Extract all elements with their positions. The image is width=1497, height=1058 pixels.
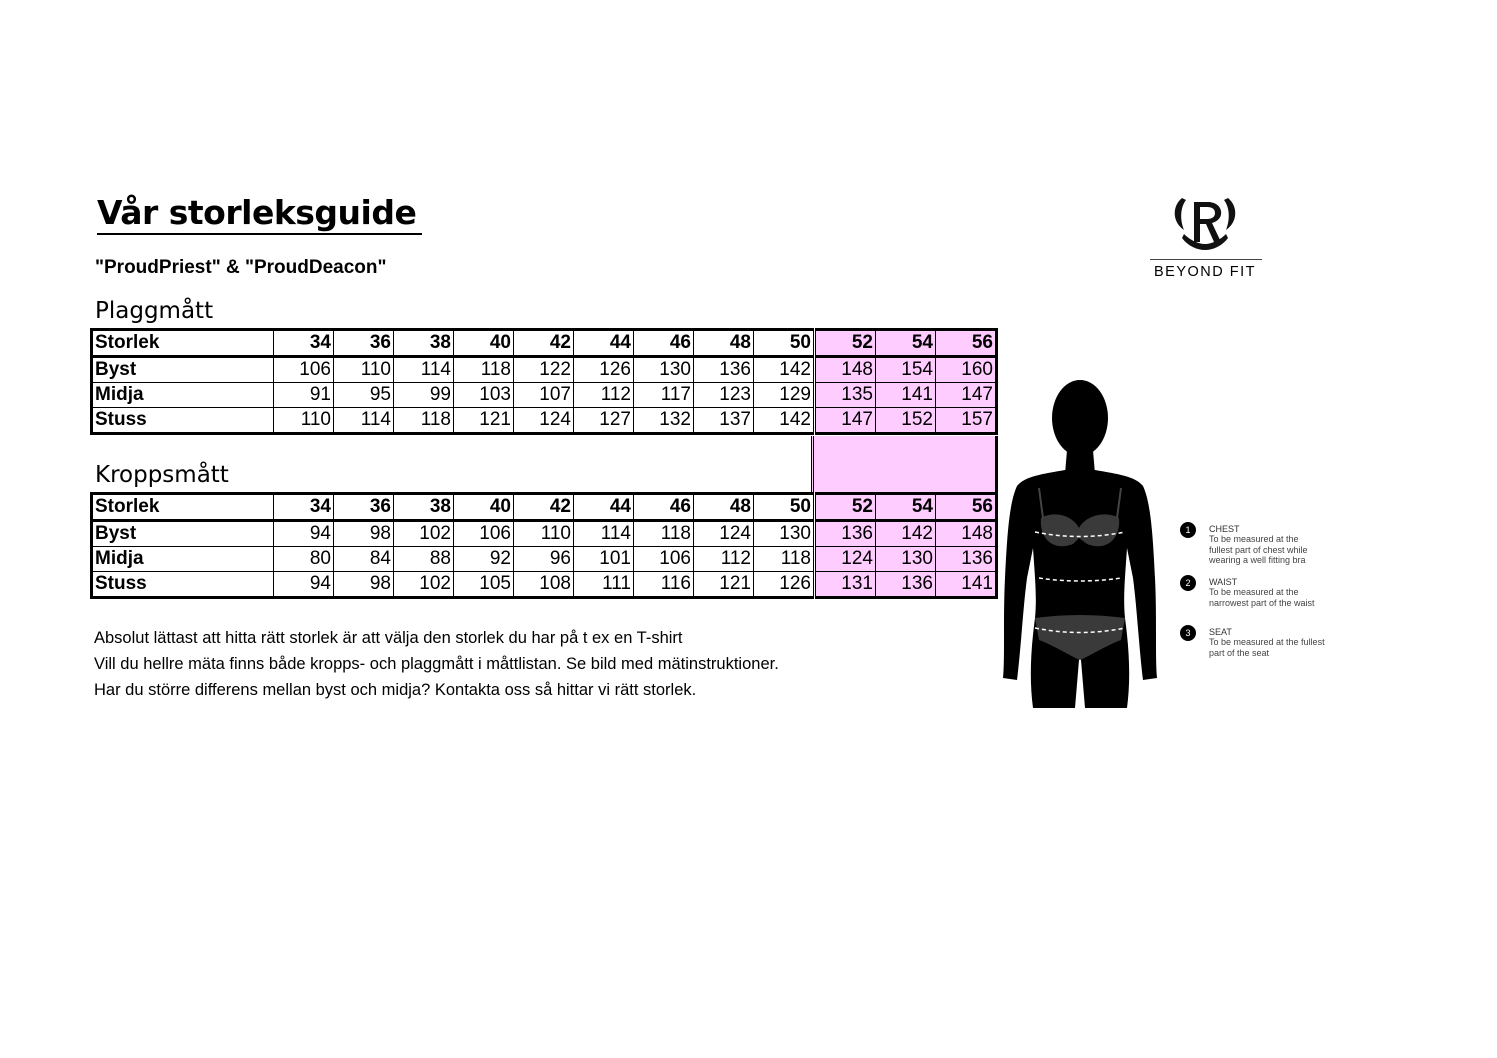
table-header-row (92, 330, 997, 357)
size-header-cell: 48 (694, 330, 754, 357)
garment-heading: Plaggmått (95, 298, 214, 324)
table-cell: 124 (514, 408, 574, 434)
table-cell: 118 (634, 521, 694, 547)
table-cell: 102 (394, 521, 454, 547)
table-cell: 114 (574, 521, 634, 547)
notes (94, 625, 779, 703)
table-cell: 99 (394, 383, 454, 408)
table-cell: 132 (634, 408, 694, 434)
table-cell: 92 (454, 547, 514, 572)
table-cell: 106 (634, 547, 694, 572)
table-cell: 121 (694, 572, 754, 598)
size-header-cell: 44 (574, 330, 634, 357)
table-cell: 116 (634, 572, 694, 598)
table-cell: 130 (634, 357, 694, 383)
table-cell: 124 (694, 521, 754, 547)
table-row (92, 521, 997, 547)
legend-title: CHEST (1209, 524, 1240, 534)
size-header-cell: 46 (634, 494, 694, 521)
garment-size-table (90, 328, 998, 435)
table-cell: 118 (754, 547, 815, 572)
table-cell: 112 (694, 547, 754, 572)
table-cell: 136 (936, 547, 997, 572)
size-header-cell: 42 (514, 494, 574, 521)
table-cell: 107 (514, 383, 574, 408)
table-cell: 96 (514, 547, 574, 572)
table-cell: 129 (754, 383, 815, 408)
size-header-cell: 52 (815, 494, 876, 521)
table-cell: 88 (394, 547, 454, 572)
table-cell: 152 (876, 408, 936, 434)
table-cell: 98 (334, 521, 394, 547)
table-cell: 84 (334, 547, 394, 572)
table-cell: 147 (936, 383, 997, 408)
size-header-cell: 34 (274, 330, 334, 357)
highlight-band (811, 436, 998, 493)
size-header-cell: 54 (876, 494, 936, 521)
table-row (92, 383, 997, 408)
table-cell: 112 (574, 383, 634, 408)
table-cell: 137 (694, 408, 754, 434)
size-header-cell: 50 (754, 494, 815, 521)
table-cell: 118 (454, 357, 514, 383)
product-subtitle: "ProudPriest" & "ProudDeacon" (95, 257, 387, 278)
table-cell: 95 (334, 383, 394, 408)
row-label: Storlek (92, 330, 274, 357)
table-header-row (92, 494, 997, 521)
size-header-cell: 56 (936, 494, 997, 521)
body-heading: Kroppsmått (95, 462, 229, 488)
note-line: Vill du hellre mäta finns både kropps- och plaggmått i måttlistan. Se bild med mätinstruktioner. (94, 655, 779, 673)
table-cell: 136 (815, 521, 876, 547)
table-cell: 157 (936, 408, 997, 434)
table-cell: 101 (574, 547, 634, 572)
table-cell: 141 (876, 383, 936, 408)
step-number: 3 (1180, 625, 1196, 641)
row-label: Byst (92, 521, 274, 547)
table-cell: 141 (936, 572, 997, 598)
table-cell: 111 (574, 572, 634, 598)
body-figure-illustration (995, 378, 1165, 718)
table-cell: 126 (754, 572, 815, 598)
table-cell: 105 (454, 572, 514, 598)
table-cell: 142 (876, 521, 936, 547)
logo-brand-text: BEYOND FIT (1153, 264, 1256, 280)
body-size-table (90, 492, 998, 599)
table-cell: 136 (876, 572, 936, 598)
table-cell: 118 (394, 408, 454, 434)
note-line: Absolut lättast att hitta rätt storlek är att välja den storlek du har på t ex en T-shirt (94, 629, 683, 647)
size-header-cell: 38 (394, 494, 454, 521)
row-label: Midja (92, 383, 274, 408)
size-header-cell: 36 (334, 330, 394, 357)
legend-desc: To be measured at the narrowest part of the waist (1209, 587, 1315, 608)
size-header-cell: 56 (936, 330, 997, 357)
step-number: 1 (1180, 522, 1196, 538)
table-cell: 98 (334, 572, 394, 598)
table-cell: 117 (634, 383, 694, 408)
table-cell: 148 (936, 521, 997, 547)
row-label: Storlek (92, 494, 274, 521)
table-cell: 103 (454, 383, 514, 408)
table-cell: 131 (815, 572, 876, 598)
table-cell: 160 (936, 357, 997, 383)
table-cell: 126 (574, 357, 634, 383)
size-header-cell: 50 (754, 330, 815, 357)
size-header-cell: 42 (514, 330, 574, 357)
table-cell: 122 (514, 357, 574, 383)
row-label: Stuss (92, 572, 274, 598)
table-cell: 135 (815, 383, 876, 408)
table-cell: 147 (815, 408, 876, 434)
size-header-cell: 54 (876, 330, 936, 357)
table-cell: 106 (274, 357, 334, 383)
table-cell: 124 (815, 547, 876, 572)
table-cell: 154 (876, 357, 936, 383)
table-cell: 94 (274, 521, 334, 547)
size-header-cell: 44 (574, 494, 634, 521)
table-cell: 114 (394, 357, 454, 383)
size-header-cell: 40 (454, 494, 514, 521)
table-cell: 121 (454, 408, 514, 434)
table-row (92, 572, 997, 598)
page-title: Vår storleksguide (97, 193, 422, 235)
size-header-cell: 46 (634, 330, 694, 357)
size-header-cell: 38 (394, 330, 454, 357)
legend-desc: To be measured at the fullest part of chest while wearing a well fitting bra (1209, 534, 1308, 565)
table-cell: 94 (274, 572, 334, 598)
table-cell: 114 (334, 408, 394, 434)
legend-desc: To be measured at the fullest part of the seat (1209, 637, 1325, 658)
table-cell: 148 (815, 357, 876, 383)
logo-divider (1150, 259, 1262, 260)
table-cell: 123 (694, 383, 754, 408)
table-cell: 80 (274, 547, 334, 572)
size-header-cell: 48 (694, 494, 754, 521)
size-header-cell: 34 (274, 494, 334, 521)
size-header-cell: 40 (454, 330, 514, 357)
row-label: Stuss (92, 408, 274, 434)
table-row (92, 357, 997, 383)
table-row (92, 408, 997, 434)
legend-title: WAIST (1209, 577, 1238, 587)
table-cell: 110 (334, 357, 394, 383)
table-cell: 130 (876, 547, 936, 572)
table-cell: 102 (394, 572, 454, 598)
size-header-cell: 52 (815, 330, 876, 357)
row-label: Midja (92, 547, 274, 572)
table-cell: 142 (754, 357, 815, 383)
row-label: Byst (92, 357, 274, 383)
table-cell: 136 (694, 357, 754, 383)
step-number: 2 (1180, 575, 1196, 591)
note-line: Har du större differens mellan byst och midja? Kontakta oss så hittar vi rätt storlek. (94, 681, 697, 699)
table-row (92, 547, 997, 572)
size-header-cell: 36 (334, 494, 394, 521)
table-cell: 127 (574, 408, 634, 434)
table-cell: 106 (454, 521, 514, 547)
table-cell: 110 (514, 521, 574, 547)
table-cell: 91 (274, 383, 334, 408)
legend-title: SEAT (1209, 627, 1232, 637)
table-cell: 130 (754, 521, 815, 547)
table-cell: 142 (754, 408, 815, 434)
table-cell: 110 (274, 408, 334, 434)
table-cell: 108 (514, 572, 574, 598)
